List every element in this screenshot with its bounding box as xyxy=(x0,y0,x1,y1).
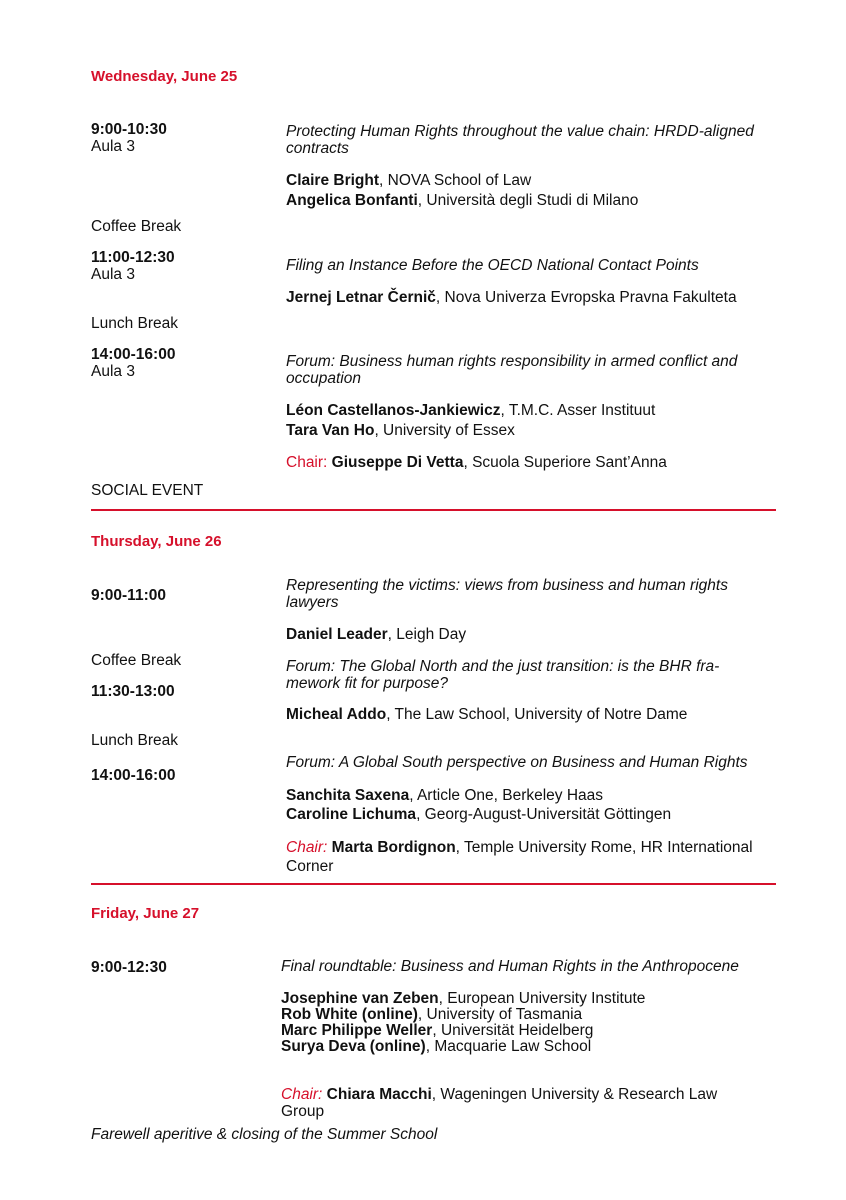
chair-label: Chair: xyxy=(286,839,328,856)
session-title-cont: contracts xyxy=(286,140,349,157)
speaker-name: Claire Bright xyxy=(286,172,380,189)
session-room: Aula 3 xyxy=(91,266,135,283)
session-time: 14:00-16:00 xyxy=(91,346,176,363)
speaker-affiliation: , NOVA School of Law xyxy=(379,172,532,189)
speaker xyxy=(286,172,531,189)
speaker xyxy=(286,422,515,439)
speaker xyxy=(281,990,645,1007)
session-chair xyxy=(286,454,667,471)
speaker-affiliation: , Università degli Studi di Milano xyxy=(417,192,639,209)
social-event: SOCIAL EVENT xyxy=(91,482,204,499)
speaker xyxy=(286,706,687,723)
coffee-break: Coffee Break xyxy=(91,652,182,669)
session-title-cont: lawyers xyxy=(286,594,339,611)
session-title: Forum: Business human rights responsibility in armed conflict and xyxy=(286,353,738,370)
speaker-name: Daniel Leader xyxy=(286,626,388,643)
speaker-affiliation: , Nova Univerza Evropska Pravna Fakulteta xyxy=(435,289,737,306)
speaker xyxy=(281,1022,593,1039)
speaker xyxy=(286,787,603,804)
session-title: Representing the victims: views from business and human rights xyxy=(286,577,728,594)
speaker-affiliation: , European University Institute xyxy=(438,990,646,1007)
chair-name: Marta Bordignon xyxy=(331,839,456,856)
day-heading-thursday: Thursday, June 26 xyxy=(91,533,222,550)
session-title: Final roundtable: Business and Human Rights in the Anthropocene xyxy=(281,958,739,975)
speaker-name: Léon Castellanos-Jankiewicz xyxy=(286,402,501,419)
speaker-affiliation: , University of Tasmania xyxy=(417,1006,583,1023)
speaker-affiliation: , Universität Heidelberg xyxy=(432,1022,594,1039)
chair-label: Chair: xyxy=(281,1086,323,1103)
speaker-affiliation: , Leigh Day xyxy=(387,626,467,643)
speaker-name: Angelica Bonfanti xyxy=(286,192,418,209)
speaker-name: Tara Van Ho xyxy=(286,422,375,439)
lunch-break: Lunch Break xyxy=(91,732,179,749)
session-time: 14:00-16:00 xyxy=(91,767,176,784)
session-title-cont: mework fit for purpose? xyxy=(286,675,448,692)
closing-event: Farewell aperitive & closing of the Summer School xyxy=(91,1126,438,1143)
session-title: Protecting Human Rights throughout the value chain: HRDD-aligned xyxy=(286,123,754,140)
session-time: 9:00-11:00 xyxy=(91,587,166,604)
speaker-name: Sanchita Saxena xyxy=(286,787,410,804)
day-heading-wednesday: Wednesday, June 25 xyxy=(91,68,238,85)
speaker-affiliation: , The Law School, University of Notre Dame xyxy=(386,706,688,723)
session-time: 11:30-13:00 xyxy=(91,683,175,700)
session-chair xyxy=(286,839,753,856)
speaker-name: Josephine van Zeben xyxy=(281,990,439,1007)
day-divider xyxy=(91,509,776,511)
session-title: Forum: A Global South perspective on Business and Human Rights xyxy=(286,754,748,771)
speaker-affiliation: , Article One, Berkeley Haas xyxy=(409,787,604,804)
session-title: Filing an Instance Before the OECD National Contact Points xyxy=(286,257,699,274)
chair-label: Chair: xyxy=(286,454,328,471)
speaker xyxy=(286,192,638,209)
chair-affiliation: , Temple University Rome, HR International xyxy=(455,839,753,856)
session-time: 9:00-10:30 xyxy=(91,121,167,138)
chair-affiliation: , Scuola Superiore Sant’Anna xyxy=(463,454,667,471)
chair-name: Chiara Macchi xyxy=(326,1086,432,1103)
day-heading-friday: Friday, June 27 xyxy=(91,905,200,922)
speaker-name: Rob White (online) xyxy=(281,1006,418,1023)
speaker xyxy=(286,806,671,823)
speaker xyxy=(286,402,655,419)
speaker-affiliation: , University of Essex xyxy=(374,422,515,439)
speaker xyxy=(286,626,466,643)
speaker-name: Jernej Letnar Černič xyxy=(286,289,436,306)
session-room: Aula 3 xyxy=(91,138,135,155)
chair-affiliation-cont: Group xyxy=(281,1103,325,1120)
speaker-affiliation: , Macquarie Law School xyxy=(425,1038,592,1055)
speaker-affiliation: , T.M.C. Asser Instituut xyxy=(500,402,656,419)
speaker-name: Micheal Addo xyxy=(286,706,387,723)
chair-affiliation-cont: Corner xyxy=(286,858,334,875)
speaker-name: Surya Deva (online) xyxy=(281,1038,426,1055)
session-title-cont: occupation xyxy=(286,370,361,387)
lunch-break: Lunch Break xyxy=(91,315,179,332)
speaker xyxy=(281,1006,582,1023)
chair-affiliation: , Wageningen University & Research Law xyxy=(431,1086,718,1103)
speaker-name: Marc Philippe Weller xyxy=(281,1022,433,1039)
session-time: 9:00-12:30 xyxy=(91,959,167,976)
speaker xyxy=(286,289,737,306)
day-divider xyxy=(91,883,776,885)
coffee-break: Coffee Break xyxy=(91,218,182,235)
session-chair xyxy=(281,1086,717,1103)
session-title: Forum: The Global North and the just transition: is the BHR fra- xyxy=(286,658,720,675)
speaker-affiliation: , Georg-August-Universität Göttingen xyxy=(416,806,672,823)
session-room: Aula 3 xyxy=(91,363,135,380)
speaker-name: Caroline Lichuma xyxy=(286,806,417,823)
session-time: 11:00-12:30 xyxy=(91,249,175,266)
speaker xyxy=(281,1038,591,1055)
chair-name: Giuseppe Di Vetta xyxy=(331,454,464,471)
